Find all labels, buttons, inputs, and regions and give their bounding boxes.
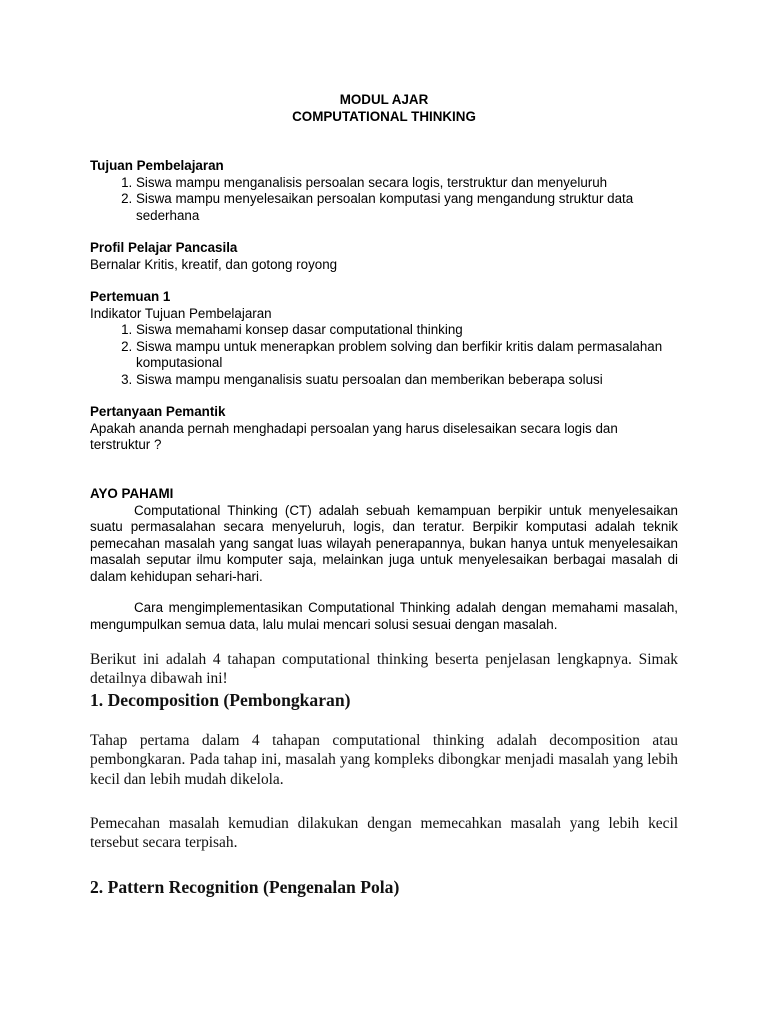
section1-heading-block	[90, 689, 678, 711]
section1-paragraph-2-block	[90, 814, 678, 853]
ayo-pahami-paragraph-2: Cara mengimplementasikan Computational Thinking adalah dengan memahami masalah, mengumpulkan semua data, lalu mulai mencari solusi sesuai dengan masalah.	[90, 600, 678, 632]
list-item: 2. Siswa mampu menyelesaikan persoalan komputasi yang mengandung struktur data sederhana	[136, 191, 678, 224]
ayo-pahami-paragraph-1: Computational Thinking (CT) adalah sebuah kemampuan berpikir untuk menyelesaikan suatu permasalahan secara menyeluruh, logis, dan teratur. Berpikir komputasi adalah teknik pemecahan masalah yang sangat luas wilayah penerapannya, bukan hanya untuk menyelesaikan masalah seputar ilmu komputer saja, melainkan juga untuk menyelesaikan berbagai masalah di dalam kehidupan sehari-hari.	[90, 502, 678, 584]
pertemuan-subheading: Indikator Tujuan Pembelajaran	[90, 305, 272, 321]
list-item: 1. Siswa memahami konsep dasar computational thinking	[136, 322, 678, 339]
pertemuan-section	[90, 289, 678, 388]
tujuan-list	[90, 175, 678, 225]
list-item: 1. Siswa mampu menganalisis persoalan secara logis, terstruktur dan menyeluruh	[136, 175, 678, 192]
section2-heading: 2. Pattern Recognition (Pengenalan Pola)	[90, 877, 400, 897]
section1-paragraph-1: Tahap pertama dalam 4 tahapan computational thinking adalah decomposition atau pembongkaran. Pada tahap ini, masalah yang kompleks dibongkar menjadi masalah yang lebih kecil dan lebih mudah dikelola.	[90, 732, 678, 788]
document-title-line2: COMPUTATIONAL THINKING	[292, 109, 476, 124]
profil-heading: Profil Pelajar Pancasila	[90, 240, 238, 255]
ayo-pahami-heading: AYO PAHAMI	[90, 486, 174, 501]
pemantik-section	[90, 404, 678, 454]
tujuan-heading: Tujuan Pembelajaran	[90, 158, 224, 173]
document-title-line1: MODUL AJAR	[339, 92, 429, 107]
ayo-pahami-section	[90, 486, 678, 585]
pertemuan-heading: Pertemuan 1	[90, 289, 171, 304]
list-item: 2. Siswa mampu untuk menerapkan problem solving dan berfikir kritis dalam permasalahan komputasional	[136, 339, 678, 372]
pemantik-text: Apakah ananda pernah menghadapi persoalan yang harus diselesaikan secara logis dan terstruktur ?	[90, 420, 618, 452]
pertemuan-list	[90, 322, 678, 388]
section2-heading-block	[90, 876, 678, 898]
tujuan-section	[90, 158, 678, 224]
profil-section	[90, 240, 678, 273]
section1-paragraph-1-block	[90, 731, 678, 789]
profil-text: Bernalar Kritis, kreatif, dan gotong royong	[90, 256, 338, 272]
section1-paragraph-2: Pemecahan masalah kemudian dilakukan dengan memecahkan masalah yang lebih kecil tersebut secara terpisah.	[90, 815, 678, 852]
section1-heading: 1. Decomposition (Pembongkaran)	[90, 690, 351, 710]
ayo-pahami-paragraph-2-block	[90, 600, 678, 633]
list-item: 3. Siswa mampu menganalisis suatu persoalan dan memberikan beberapa solusi	[136, 372, 678, 389]
pemantik-heading: Pertanyaan Pemantik	[90, 404, 226, 419]
tahapan-intro: Berikut ini adalah 4 tahapan computational thinking beserta penjelasan lengkapnya. Simak detailnya dibawah ini!	[90, 651, 678, 688]
tahapan-intro-block	[90, 650, 678, 689]
